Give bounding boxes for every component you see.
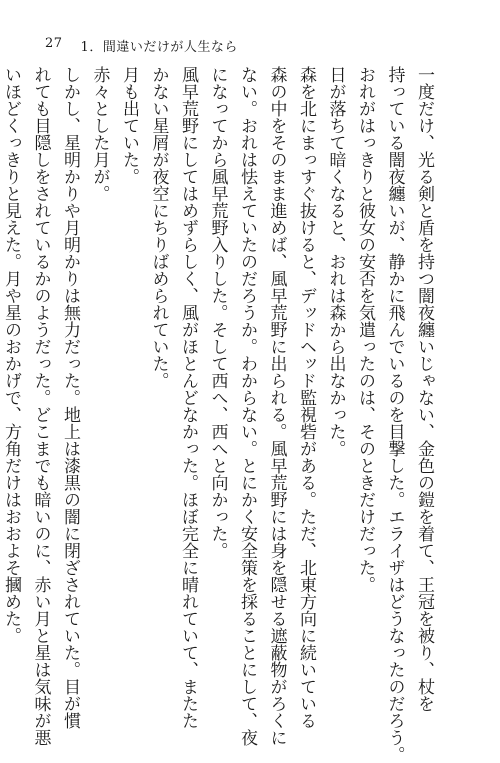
text-line: いほどくっきりと見えた。月や星のおかげで、方角だけはおおよそ摑めた。 [1,66,21,644]
text-line: 森の中をそのまま進めば、風早荒野に出られる。風早荒野には身を隠せる遮蔽物がろくに [266,66,287,746]
text-line: 赤々とした月が。 [89,66,110,202]
text-line: しかし、星明かりや月明かりは無力だった。地上は漆黒の闇に閉ざされていた。目が慣 [60,66,80,729]
vertical-body-text [0,66,438,763]
text-line: 月も出ていた。 [119,66,139,185]
text-line: れても目隠しをされているかのようだった。どこまでも暗いのに、赤い月と星は気味が悪 [30,66,51,746]
text-line: おれがはっきりと彼女の安否を気遣ったのは、そのときだけだった。 [355,66,375,593]
page-number: 27 [45,36,63,51]
text-line: ない。おれは怯えていたのだろうか。わからない。とにかく安全策を採ることにして、夜 [237,66,257,746]
text-line: になってから風早荒野入りした。そして西へ、西へと向かった。 [207,66,228,559]
text-line: かない星屑が夜空にちりばめられていた。 [148,66,169,389]
text-line: 持っている闇夜纏いが、静かに飛んでいるのを目撃した。エライザはどうなったのだろう。 [384,66,405,763]
text-line: 森を北にまっすぐ抜けると、デッドヘッド監視砦がある。ただ、北東方向に続いている [296,66,316,729]
text-line: 一度だけ、光る剣と盾を持つ闇夜纏いじゃない、金色の鎧を着て、王冠を被り、杖を [414,66,434,712]
chapter-title: 1．間違いだけが人生なら [80,40,238,55]
page-header [45,36,238,55]
text-line: 風早荒野にしてはめずらしく、風がほとんどなかった。ほぼ完全に晴れていて、またた [178,66,198,729]
text-line: 日が落ちて暗くなると、おれは森から出なかった。 [325,66,346,457]
